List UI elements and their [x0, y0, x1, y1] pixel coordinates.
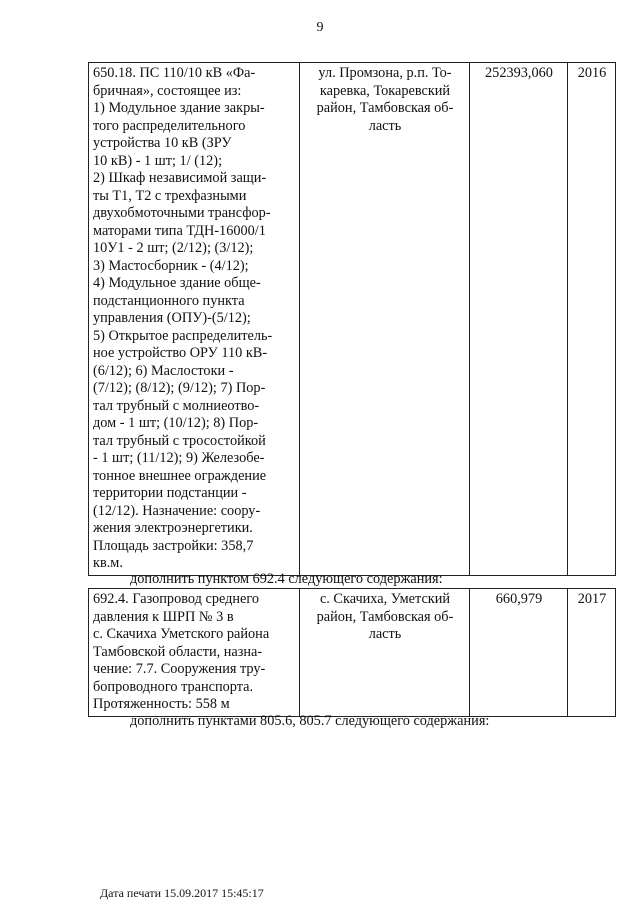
description-line: Протяженность: 558 м: [93, 696, 230, 712]
instruction-text: дополнить пунктом 692.4 следующего содержания:: [130, 571, 443, 587]
description-line: устройства 10 кВ (ЗРУ: [93, 135, 232, 151]
description-line: ты Т1, Т2 с трехфазными: [93, 187, 247, 204]
description-cell: [89, 63, 300, 576]
description-line: маторами типа ТДН-16000/1: [93, 222, 266, 239]
description-line: (12/12). Назначение: соору-: [93, 502, 261, 519]
address-line: ул. Промзона, р.п. То-: [318, 65, 452, 81]
address-line: с. Скачиха, Уметский: [319, 591, 451, 607]
print-date: Дата печати 15.09.2017 15:45:17: [100, 886, 264, 900]
description-line: (6/12); 6) Маслостоки -: [93, 362, 234, 379]
description-line: жения электроэнергетики.: [93, 520, 253, 536]
description-line: кв.м.: [93, 555, 123, 571]
description-line: подстанционного пункта: [93, 292, 245, 309]
table-row: [89, 63, 616, 576]
property-table-2: [88, 588, 616, 717]
description-line: Тамбовской области, назна-: [93, 643, 263, 660]
description-line: - 1 шт; (11/12); 9) Железобе-: [93, 450, 265, 466]
address-line: каревка, Токаревский: [319, 82, 451, 99]
description-line: того распределительного: [93, 117, 246, 134]
description-line: 692.4. Газопровод среднего: [93, 591, 260, 607]
description-line: с. Скачиха Уметского района: [93, 626, 270, 642]
description-line: территории подстанции -: [93, 485, 247, 501]
description-line: 1) Модульное здание закры-: [93, 100, 265, 116]
description-line: двухобмоточными трансфор-: [93, 205, 271, 221]
year-cell: 2017: [568, 589, 616, 717]
year-cell: 2016: [568, 63, 616, 576]
address-cell: [300, 589, 470, 717]
address-line: ласть: [368, 626, 402, 642]
description-line: 5) Открытое распределитель-: [93, 327, 273, 344]
description-line: дом - 1 шт; (10/12); 8) Пор-: [93, 415, 259, 431]
address-line: район, Тамбовская об-: [316, 608, 454, 625]
description-line: 650.18. ПС 110/10 кВ «Фа-: [93, 65, 256, 81]
instruction-text: дополнить пунктами 805.6, 805.7 следующего содержания:: [130, 713, 490, 729]
table-row: [89, 589, 616, 717]
description-line: 3) Мастосборник - (4/12);: [93, 257, 249, 274]
description-line: ное устройство ОРУ 110 кВ-: [93, 345, 268, 361]
description-line: Площадь застройки: 358,7: [93, 537, 254, 554]
description-line: бричная», состоящее из:: [93, 82, 242, 99]
description-cell: [89, 589, 300, 717]
address-cell: [300, 63, 470, 576]
description-line: 4) Модульное здание обще-: [93, 275, 261, 291]
description-line: 10 кВ) - 1 шт; 1/ (12);: [93, 152, 223, 169]
description-line: тонное внешнее ограждение: [93, 467, 267, 484]
description-line: бопроводного транспорта.: [93, 678, 254, 695]
value-cell: 252393,060: [470, 63, 568, 576]
page-number: 9: [316, 20, 324, 35]
description-line: чение: 7.7. Сооружения тру-: [93, 661, 266, 677]
address-line: ласть: [368, 117, 402, 134]
property-table-1: [88, 62, 616, 576]
description-line: тал трубный с тросостойкой: [93, 432, 266, 449]
description-line: 2) Шкаф независимой защи-: [93, 170, 267, 186]
description-line: управления (ОПУ)-(5/12);: [93, 310, 251, 326]
description-line: (7/12); (8/12); (9/12); 7) Пор-: [93, 380, 266, 396]
value-cell: 660,979: [470, 589, 568, 717]
description-line: 10У1 - 2 шт; (2/12); (3/12);: [93, 240, 254, 256]
address-line: район, Тамбовская об-: [316, 100, 454, 116]
description-line: тал трубный с молниеотво-: [93, 397, 260, 414]
description-line: давления к ШРП № 3 в: [93, 608, 234, 625]
